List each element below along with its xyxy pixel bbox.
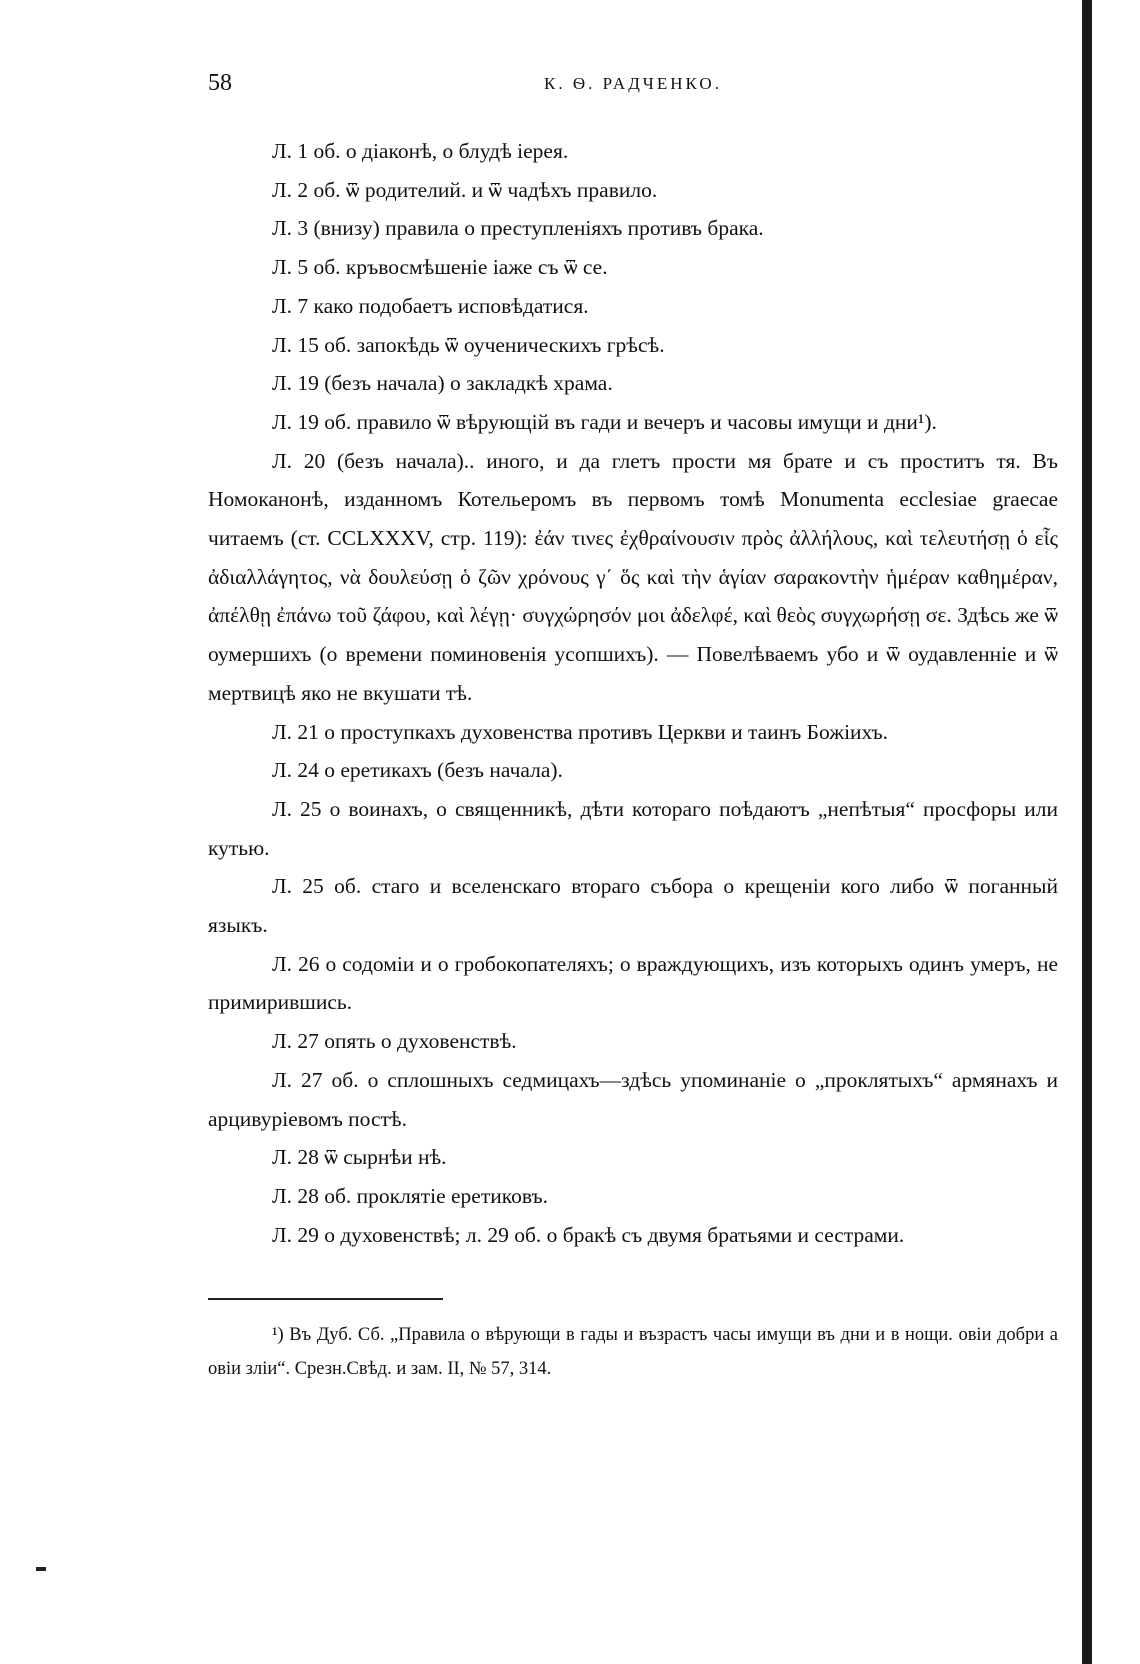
entry-leaf-25-verso: Л. 25 об. стаго и вселенскаго втораго събора о крещеніи кого либо ѿ поганный языкъ. [208, 874, 1058, 938]
entry-leaf-5: Л. 5 об. кръвосмѣшеніе іаже съ ѿ се. [272, 255, 608, 280]
entry-leaf-2: Л. 2 об. ѿ родителий. и ѿ чадѣхъ правило. [272, 177, 658, 202]
page-number: 58 [208, 70, 232, 96]
scan-corner-mark [36, 1567, 46, 1571]
entry-leaf-7: Л. 7 како подобаетъ исповѣдатися. [272, 293, 589, 318]
running-head: К. Ѳ. РАДЧЕНКО. [544, 74, 722, 93]
entry-leaf-19: Л. 19 (безъ начала) о закладкѣ храма. [272, 371, 613, 396]
entry-leaf-15: Л. 15 об. запокѣдь ѿ оученическихъ грѣсѣ. [272, 332, 665, 357]
scan-edge [1082, 0, 1092, 1664]
entry-leaf-27: Л. 27 опять о духовенствѣ. [272, 1029, 517, 1054]
entry-leaf-26: Л. 26 о содоміи и о гробокопателяхъ; о враждующихъ, изъ которыхъ одинъ умеръ, не примирившись. [208, 951, 1058, 1015]
entry-leaf-28: Л. 28 ѿ сырнѣи нѣ. [272, 1145, 447, 1170]
entry-leaf-29: Л. 29 о духовенствѣ; л. 29 об. о бракѣ съ двумя братьями и сестрами. [272, 1222, 905, 1247]
entry-leaf-28-verso: Л. 28 об. проклятіе еретиковъ. [272, 1183, 548, 1208]
entry-leaf-25: Л. 25 о воинахъ, о священникѣ, дѣти котораго поѣдаютъ „непѣтыя“ просфоры или кутью. [208, 796, 1058, 860]
entry-leaf-24: Л. 24 о еретикахъ (безъ начала). [272, 758, 563, 783]
entry-leaf-20: Л. 20 (безъ начала).. иного, и да глетъ прости мя брате и съ проститъ тя. Въ Номоканонѣ, изданномъ Котельеромъ въ первомъ томѣ Monumenta ecclesiae graecae читаемъ (ст. CCLXXXV, стр. 119): ἐάν τινες ἐχθραίνουσιν πρὸς ἀλλήλους, καὶ τελευτήσῃ ὁ εἷς ἀδιαλλάγητος, νὰ δουλεύσῃ ὁ ζῶν χρόνους γ΄ ὅς καὶ τὴν ἁγίαν σαρακοντὴν ἡμέραν καθημέραν, ἀπέλθῃ ἐπάνω τοῦ ζάφου, καὶ λέγῃ· συγχώρησόν μοι ἀδελφέ, καὶ θεὸς συγχωρήσῃ σε. Здѣсь же ѿ оумершихъ (о времени поминовенія усопшихъ). — Повелѣваемъ убо и ѿ оудавленніе и ѿ мертвицѣ яко не вкушати тѣ. [208, 448, 1058, 705]
entry-leaf-27-verso: Л. 27 об. о сплошныхъ седмицахъ—здѣсь упоминаніе о „проклятыхъ“ армянахъ и арцивуріевомъ постѣ. [208, 1067, 1058, 1131]
manuscript-entries [208, 132, 1058, 1254]
entry-leaf-3: Л. 3 (внизу) правила о преступленіяхъ противъ брака. [272, 216, 764, 241]
page-header [208, 70, 1058, 108]
footnote: ¹) Въ Дуб. Сб. „Правила о вѣрующи в гады и възрастъ часы имущи въ дни и в нощи. овіи добри а овіи зліи“. Срезн.Свѣд. и зам. II, № 57, 314. [208, 1325, 1058, 1380]
entry-leaf-21: Л. 21 о проступкахъ духовенства противъ Церкви и таинъ Божіихъ. [272, 719, 888, 744]
entry-leaf-19-verso: Л. 19 об. правило ѿ вѣрующій въ гади и вечеръ и часовы имущи и дни¹). [272, 409, 937, 434]
entry-leaf-1: Л. 1 об. о діаконѣ, о блудѣ іерея. [272, 139, 569, 163]
footnote-divider [208, 1298, 443, 1300]
page [208, 70, 1058, 1386]
